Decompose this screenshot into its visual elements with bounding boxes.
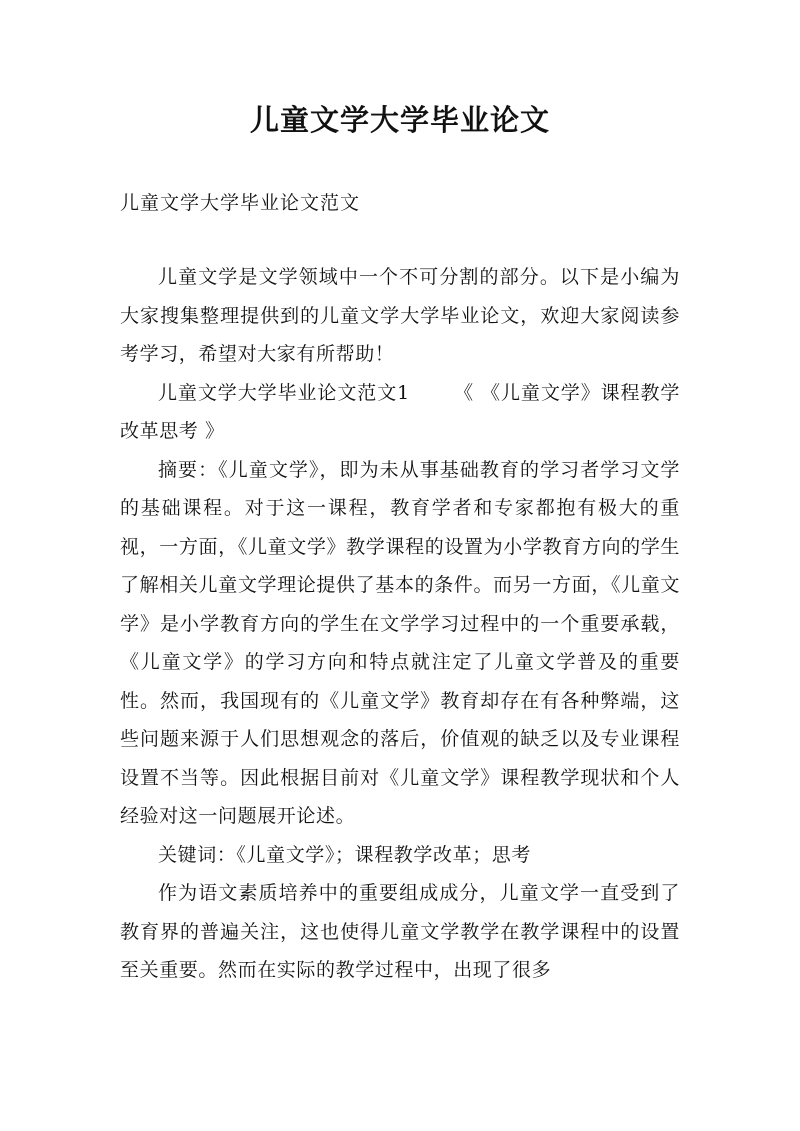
- keywords-paragraph: 关键词：《儿童文学》；课程教学改革；思考: [158, 843, 532, 866]
- abstract-paragraph: 摘要：《儿童文学》，即为未从事基础教育的学习者学习文学的基础课程。对于这一课程，教育学者和专家都抱有极大的重视，一方面，《儿童文学》教学课程的设置为小学教育方向的学生了解相关儿童文学理论提供了基本的条件。而另一方面，《儿童文学》是小学教育方向的学生在文学学习过程中的一个重要承载，《儿童文学》的学习方向和特点就注定了儿童文学普及的重要性。然而，我国现有的《儿童文学》教育却存在有各种弊端，这些问题来源于人们思想观念的落后，价值观的缺乏以及专业课程设置不当等。因此根据目前对《儿童文学》课程教学现状和个人经验对这一问题展开论述。: [120, 458, 680, 827]
- document-title: 儿童文学大学毕业论文: [249, 103, 550, 137]
- body-paragraph: 作为语文素质培养中的重要组成成分，儿童文学一直受到了教育界的普遍关注，这也使得儿童文学教学在教学课程中的设置至关重要。然而在实际的教学过程中，出现了很多: [120, 882, 680, 981]
- section-heading-number: 儿童文学大学毕业论文范文1: [158, 381, 410, 404]
- document-body: [120, 258, 680, 990]
- section-heading-title: 《 《儿童文学》课程教学改革思考 》: [120, 381, 680, 442]
- document-subtitle: 儿童文学大学毕业论文范文: [120, 192, 361, 214]
- section-heading: [120, 374, 680, 451]
- intro-paragraph: 儿童文学是文学领域中一个不可分割的部分。以下是小编为大家搜集整理提供到的儿童文学大学毕业论文，欢迎大家阅读参考学习，希望对大家有所帮助！: [120, 266, 680, 365]
